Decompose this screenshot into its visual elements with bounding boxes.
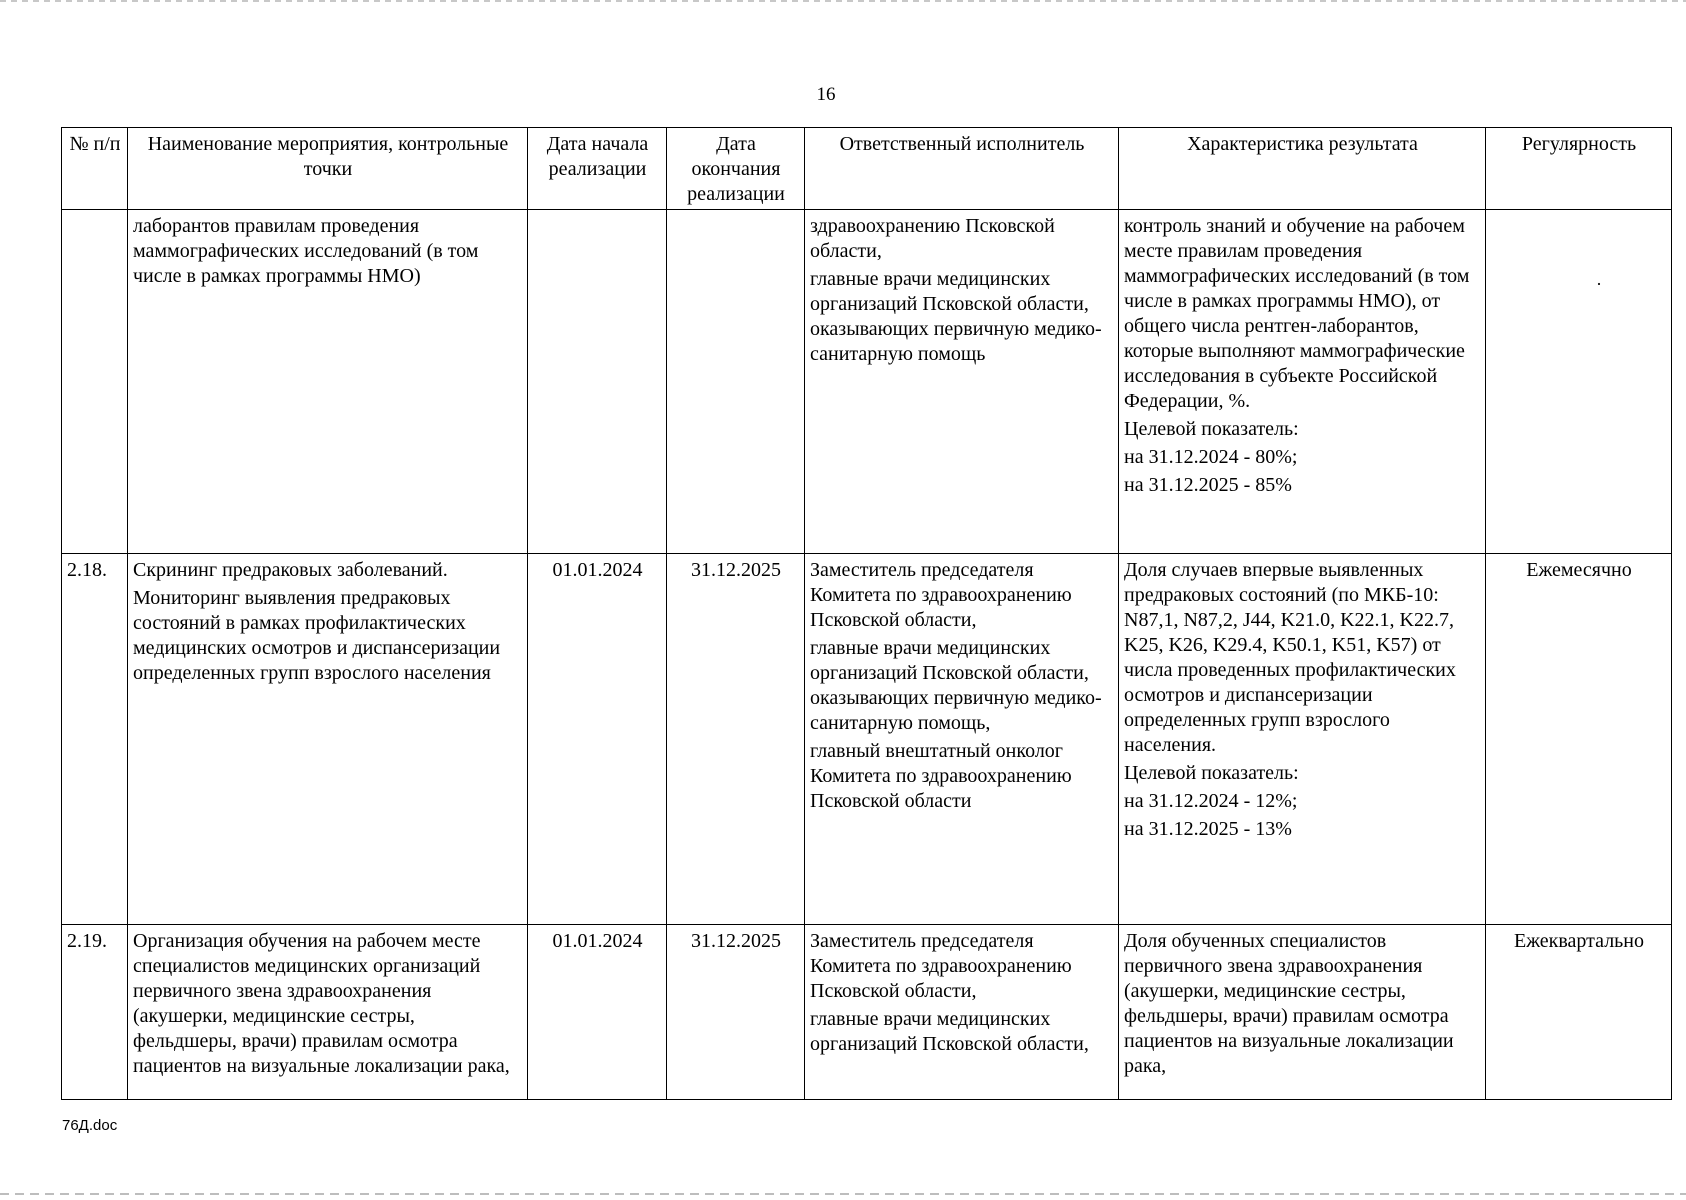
cell-start-date: 01.01.2024 xyxy=(528,925,667,1100)
table-header-row xyxy=(62,128,1672,210)
result-text: Доля обученных специалистов первичного звена здравоохранения (акушерки, медицинские сестры, фельдшеры, врачи) правилам осмотра пациентов на визуальные локализации рака, xyxy=(1124,930,1454,1077)
header-result: Характеристика результата xyxy=(1119,128,1486,210)
cell-activity-name xyxy=(128,554,528,925)
activity-text: Мониторинг выявления предраковых состояний в рамках профилактических медицинских осмотров и диспансеризации определенных групп взрослого населения xyxy=(133,587,501,684)
result-text: контроль знаний и обучение на рабочем месте правилам проведения маммографических исследований (в том числе в рамках программы НМО), от общего числа рентген-лаборантов, которые выполняют маммографические исследования в субъекте Российской Федерации, %. xyxy=(1124,215,1470,412)
table-row-2-19 xyxy=(62,925,1672,1100)
footer-filename: 76Д.doc xyxy=(62,1117,118,1134)
activity-text: Скрининг предраковых заболеваний. xyxy=(133,559,448,581)
cell-activity-name xyxy=(128,210,528,554)
result-text: на 31.12.2025 - 13% xyxy=(1124,818,1292,840)
result-text: на 31.12.2024 - 12%; xyxy=(1124,790,1298,812)
cell-number: 2.18. xyxy=(62,554,128,925)
activities-table xyxy=(61,127,1672,1100)
header-start-date: Дата начала реализации xyxy=(528,128,667,210)
executor-text: здравоохранению Псковской области, xyxy=(810,215,1055,262)
cell-start-date xyxy=(528,210,667,554)
executor-text: главные врачи медицинских организаций Псковской области, оказывающих первичную медико-санитарную помощь xyxy=(810,268,1102,365)
cell-result xyxy=(1119,554,1486,925)
result-text: Целевой показатель: xyxy=(1124,762,1299,784)
table-row-2-18 xyxy=(62,554,1672,925)
cell-start-date: 01.01.2024 xyxy=(528,554,667,925)
table-row-continuation xyxy=(62,210,1672,554)
header-end-date: Дата окончания реализации xyxy=(667,128,805,210)
executor-text: Заместитель председателя Комитета по здравоохранению Псковской области, xyxy=(810,930,1072,1002)
executor-text: главные врачи медицинских организаций Псковской области, xyxy=(810,1008,1089,1055)
cell-end-date: 31.12.2025 xyxy=(667,925,805,1100)
executor-text: главные врачи медицинских организаций Псковской области, оказывающих первичную медико-санитарную помощь, xyxy=(810,637,1102,734)
cell-number: 2.19. xyxy=(62,925,128,1100)
cell-result xyxy=(1119,210,1486,554)
result-text: Доля случаев впервые выявленных предраковых состояний (по МКБ-10: N87,1, N87,2, J44, K21.0, K22.1, K22.7, K25, K26, K29.4, K50.1, K51, K57) от числа проведенных профилактических осмотров и диспансеризации определенных групп взрослого населения. xyxy=(1124,559,1456,756)
result-text: Целевой показатель: xyxy=(1124,418,1299,440)
result-text: на 31.12.2025 - 85% xyxy=(1124,474,1292,496)
executor-text: Заместитель председателя Комитета по здравоохранению Псковской области, xyxy=(810,559,1072,631)
scan-edge-top xyxy=(0,0,1686,2)
result-text: на 31.12.2024 - 80%; xyxy=(1124,446,1298,468)
activity-text: Организация обучения на рабочем месте специалистов медицинских организаций первичного звена здравоохранения (акушерки, медицинские сестры, фельдшеры, врачи) правилам осмотра пациентов на визуальные локализации рака, xyxy=(133,930,510,1077)
cell-number xyxy=(62,210,128,554)
cell-regularity xyxy=(1486,210,1672,554)
executor-text: главный внештатный онколог Комитета по здравоохранению Псковской области xyxy=(810,740,1072,812)
stray-mark: · xyxy=(1596,274,1602,294)
cell-regularity: Ежемесячно xyxy=(1486,554,1672,925)
cell-executor xyxy=(805,210,1119,554)
cell-executor xyxy=(805,925,1119,1100)
header-regularity: Регулярность xyxy=(1486,128,1672,210)
page-number: 16 xyxy=(816,84,836,105)
header-activity-name: Наименование мероприятия, контрольные точки xyxy=(128,128,528,210)
cell-activity-name xyxy=(128,925,528,1100)
header-executor: Ответственный исполнитель xyxy=(805,128,1119,210)
header-number: № п/п xyxy=(62,128,128,210)
cell-end-date xyxy=(667,210,805,554)
cell-result xyxy=(1119,925,1486,1100)
cell-regularity: Ежеквартально xyxy=(1486,925,1672,1100)
cell-end-date: 31.12.2025 xyxy=(667,554,805,925)
cell-executor xyxy=(805,554,1119,925)
activity-text: лаборантов правилам проведения маммографических исследований (в том числе в рамках программы НМО) xyxy=(133,215,479,287)
scan-edge-bottom xyxy=(0,1193,1686,1195)
